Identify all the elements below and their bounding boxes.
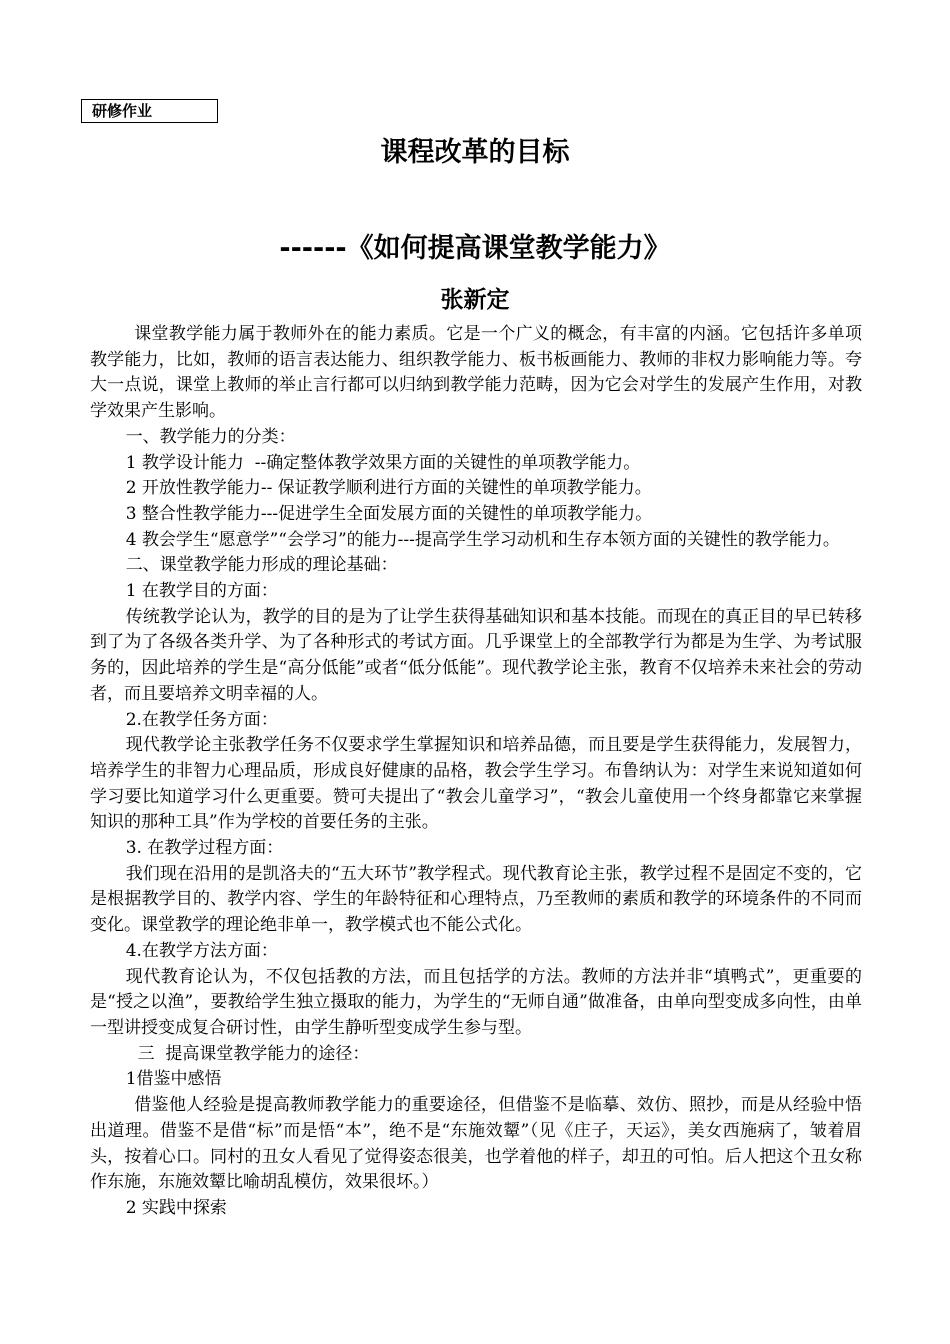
paragraph: 2 实践中探索 (125, 1197, 227, 1218)
paragraph: 我们现在沿用的是凯洛夫的“五大环节”教学程式。现代教育论主张，教学过程不是固定不变的，它是根据教学目的、教学内容、学生的年龄特征和心理特点，乃至教师的素质和教学的环境条件的不同而变化。课堂教学的理论绝非单一，教学模式也不能公式化。 (90, 863, 862, 936)
paragraph: 4.在教学方法方面： (125, 940, 278, 961)
paragraph: 现代教育论认为，不仅包括教的方法，而且包括学的方法。教师的方法并非“填鸭式”，更重要的是“授之以渔”，要教给学生独立摄取的能力，为学生的“无师自通”做准备，由单向型变成多向性，由单一型讲授变成复合研讨性，由学生静听型变成学生参与型。 (90, 966, 862, 1038)
paragraph: 传统教学论认为，教学的目的是为了让学生获得基础知识和基本技能。而现在的真正目的早已转移到了为了各级各类升学、为了各种形式的考试方面。几乎课堂上的全部教学行为都是为生学、为考试服务的，因此培养的学生是“高分低能”或者“低分低能”。现代教学论主张，教育不仅培养未来社会的劳动者，而且要培养文明幸福的人。 (90, 606, 862, 704)
paragraph: 2 开放性教学能力-- 保证教学顺利进行方面的关键性的单项教学能力。 (125, 478, 652, 499)
paragraph: 二、课堂教学能力形成的理论基础： (125, 555, 398, 576)
document-subtitle: ------《如何提高课堂教学能力》 (279, 233, 671, 264)
paragraph: 1借鉴中感悟 (125, 1069, 222, 1090)
paragraph: 3 整合性教学能力---促进学生全面发展方面的关键性的单项教学能力。 (125, 503, 653, 524)
document-body (90, 322, 862, 1222)
author-name: 张新定 (440, 287, 510, 313)
paragraph: 一、教学能力的分类： (125, 426, 296, 447)
paragraph: 现代教学论主张教学任务不仅要求学生掌握知识和培养品德，而且要是学生获得能力，发展智力，培养学生的非智力心理品质，形成良好健康的品格，教会学生学习。布鲁纳认为：对学生来说知道如何学习要比知道学习什么更重要。赞可夫提出了“教会儿童学习”，“教会儿童使用一个终身都靠它来掌握知识的那种工具”作为学校的首要任务的主张。 (90, 735, 862, 833)
paragraph: 1 在教学目的方面： (125, 581, 278, 602)
paragraph: 4 教会学生“愿意学”“会学习”的能力---提高学生学习动机和生存本领方面的关键性的教学能力。 (125, 529, 840, 550)
paragraph: 三 提高课堂教学能力的途径： (137, 1043, 370, 1064)
paragraph: 借鉴他人经验是提高教师教学能力的重要途径，但借鉴不是临摹、效仿、照抄，而是从经验中悟出道理。借鉴不是借“标”而是悟“本”，绝不是“东施效颦”（见《庄子，天运》，美女西施病了，皱着眉头，按着心口。同村的丑女人看见了觉得姿态很美，也学着他的样子，却丑的可怕。后人把这个丑女称作东施，东施效颦比喻胡乱模仿，效果很坏。） (90, 1095, 862, 1193)
document-title: 课程改革的目标 (380, 137, 570, 168)
paragraph: 3. 在教学过程方面： (125, 838, 284, 859)
assignment-tag: 研修作业 (81, 99, 218, 123)
paragraph: 课堂教学能力属于教师外在的能力素质。它是一个广义的概念，有丰富的内涵。它包括许多单项教学能力，比如，教师的语言表达能力、组织教学能力、板书板画能力、教师的非权力影响能力等。夸大一点说，课堂上教师的举止言行都可以归纳到教学能力范畴，因为它会对学生的发展产生作用，对教学效果产生影响。 (90, 324, 862, 422)
paragraph: 2.在教学任务方面： (125, 709, 278, 730)
paragraph: 1 教学设计能力 --确定整体教学效果方面的关键性的单项教学能力。 (125, 452, 641, 473)
